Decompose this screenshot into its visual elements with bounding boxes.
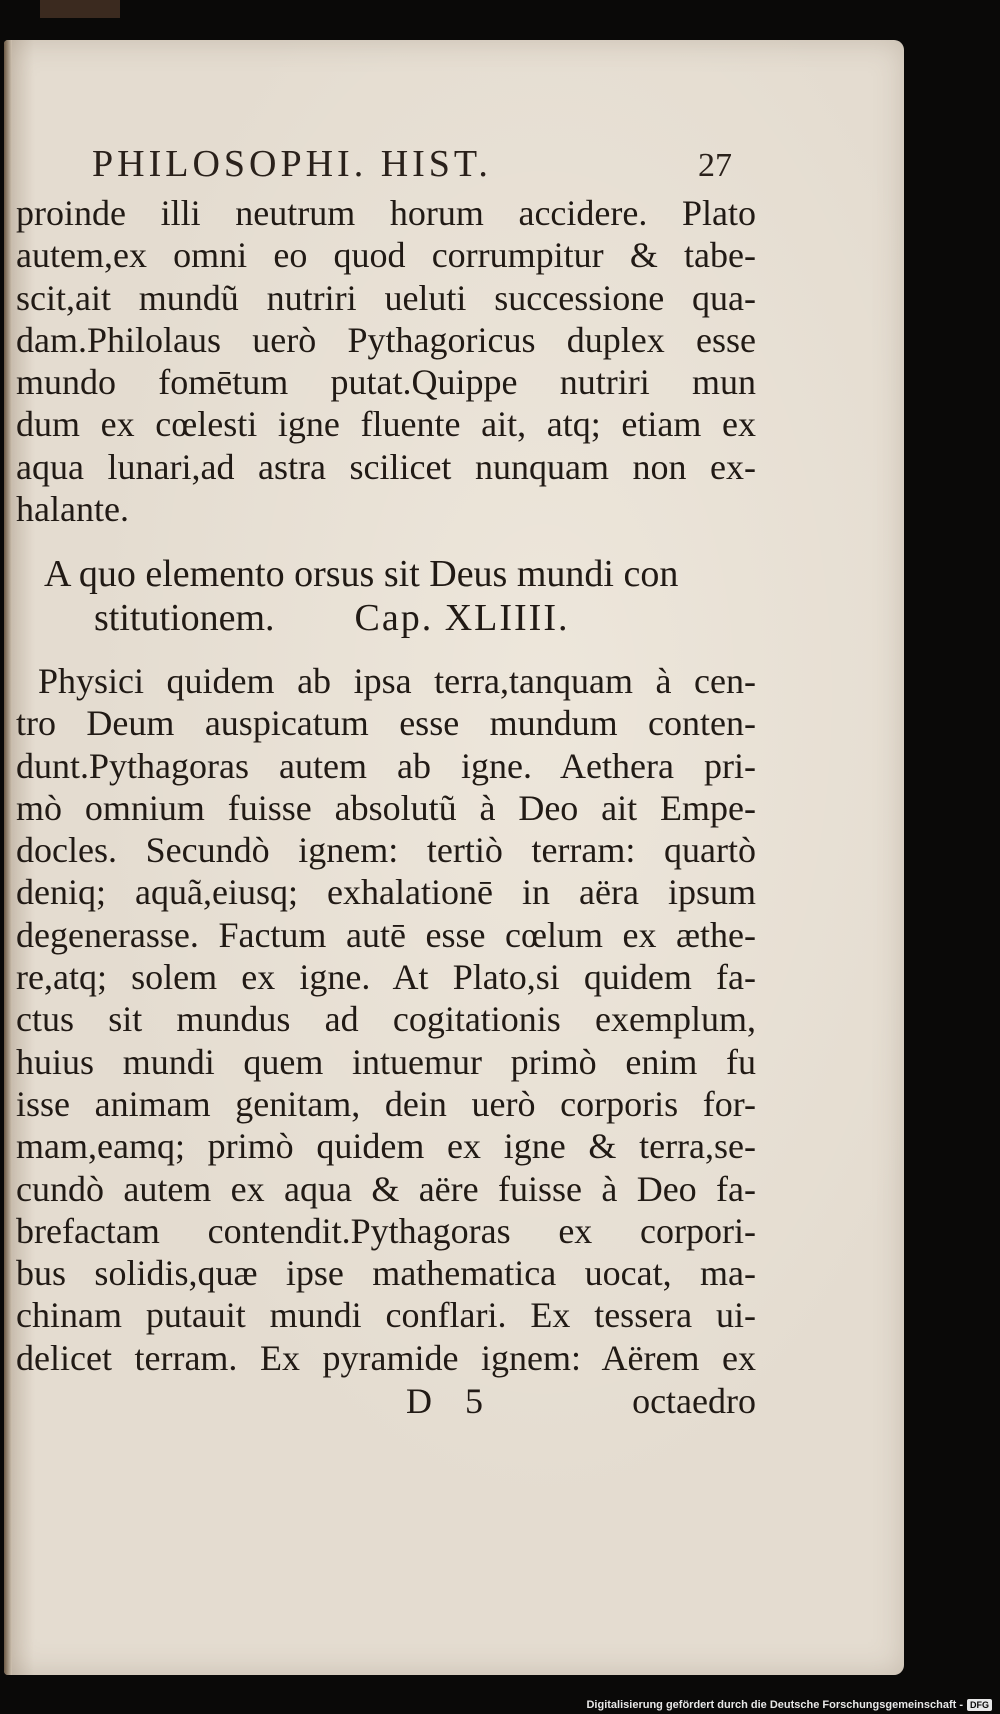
text-line: dum ex cœlesti igne fluente ait, atq; etiam ex (16, 404, 756, 445)
paragraph-1 (16, 192, 756, 530)
page-number: 27 (698, 147, 732, 184)
running-head (92, 142, 732, 186)
text-line: re,atq; solem ex igne. At Plato,si quidem fa- (16, 957, 756, 998)
text-line: brefactam contendit.Pythagoras ex corpori- (16, 1210, 756, 1251)
text-line: deniq; aquã,eiusq; exhalationē in aëra ipsum (16, 872, 756, 913)
signature-mark: D 5 (406, 1381, 495, 1421)
text-line: autem,ex omni eo quod corrumpitur & tabe- (16, 235, 756, 276)
chapter-heading-line-2 (44, 596, 744, 640)
chapter-heading (44, 552, 744, 640)
book-binding-edge (40, 0, 120, 18)
text-line: chinam putauit mundi conflari. Ex tessera ui- (16, 1295, 756, 1336)
text-line: aqua lunari,ad astra scilicet nunquam non ex- (16, 446, 756, 487)
text-line: dam.Philolaus uerò Pythagoricus duplex esse (16, 319, 756, 360)
text-line: docles. Secundò ignem: tertiò terram: quartò (16, 830, 756, 871)
credit-text: Digitalisierung gefördert durch die Deutsche Forschungsgemeinschaft - (586, 1699, 963, 1711)
text-line: proinde illi neutrum horum accidere. Plato (16, 193, 756, 233)
text-line: Physici quidem ab ipsa terra,tanquam à cen- (38, 661, 756, 701)
chapter-number: Cap. XLIIII. (354, 597, 570, 639)
text-line: bus solidis,quæ ipse mathematica uocat, ma- (16, 1253, 756, 1294)
text-line: dunt.Pythagoras autem ab igne. Aethera pri- (16, 745, 756, 786)
text-line: halante. (16, 489, 129, 530)
text-line: delicet terram. Ex pyramide ignem: Aërem ex (16, 1337, 756, 1378)
catchword: octaedro (632, 1381, 756, 1421)
running-head-title: PHILOSOPHI. HIST. (92, 143, 492, 185)
text-line: scit,ait mundũ nutriri ueluti successione qua- (16, 277, 756, 318)
paragraph-2 (16, 660, 756, 1379)
page-gutter (4, 40, 12, 1675)
text-line: ctus sit mundus ad cogitationis exemplum, (16, 999, 756, 1040)
text-line: mò omnium fuisse absolutũ à Deo ait Empe- (16, 787, 756, 828)
chapter-heading-text: stitutionem. (94, 597, 275, 639)
text-line: mam,eamq; primò quidem ex igne & terra,se- (16, 1126, 756, 1167)
digitization-credit (586, 1699, 992, 1711)
text-line: huius mundi quem intuemur primò enim fu (16, 1041, 756, 1082)
text-line: degenerasse. Factum autē esse cœlum ex æthe- (16, 914, 756, 955)
text-line: isse animam genitam, dein uerò corporis for- (16, 1083, 756, 1124)
text-line: mundo fomētum putat.Quippe nutriri mun (16, 362, 756, 403)
text-line: cundò autem ex aqua & aëre fuisse à Deo fa- (16, 1168, 756, 1209)
text-line: tro Deum auspicatum esse mundum conten- (16, 703, 756, 744)
chapter-heading-line-1: A quo elemento orsus sit Deus mundi con (44, 553, 679, 595)
dfg-logo: DFG (967, 1699, 992, 1711)
